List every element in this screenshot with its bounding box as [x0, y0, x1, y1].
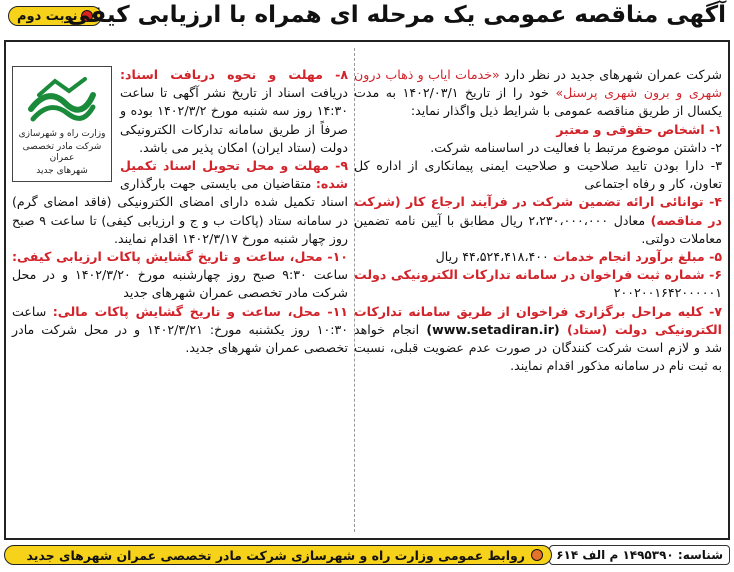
item-10-body: ساعت ۹:۳۰ صبح روز چهارشنبه مورخ ۱۴۰۲/۳/۲۰ و در محل شرکت مادر تخصصی عمران شهرهای جدید	[12, 267, 348, 301]
item-10	[12, 248, 348, 303]
item-11-body: ساعت ۱۰:۳۰ روز یکشنبه مورخ: ۱۴۰۲/۳/۲۱ و در محل شرکت مادر تخصصی عمران شهرهای جدید.	[12, 303, 349, 356]
content-frame	[4, 40, 730, 540]
item-11	[12, 303, 348, 358]
item-5-head: ۵- مبلغ برآورد انجام خدمات	[552, 249, 722, 265]
ministry-emblem-icon	[25, 73, 99, 127]
item-3-text: ۳- دارا بودن تایید صلاحیت و صلاحیت ایمنی پیمانکاری از اداره کل تعاون، کار و رفاه اجتماعی	[354, 158, 722, 192]
item-4-body: معادل ۲،۲۳۰،۰۰۰،۰۰۰ ریال مطابق با آیین نامه تضمین معاملات دولتی.	[354, 212, 722, 246]
ad-identifier	[549, 545, 730, 565]
item-11-head: ۱۱- محل، ساعت و تاریخ گشایش پاکات مالی:	[52, 303, 348, 319]
right-column	[354, 42, 722, 538]
publisher-bar	[4, 545, 552, 565]
item-10-head: ۱۰- محل، ساعت و تاریخ گشایش پاکات ارزیابی کیفی:	[12, 249, 348, 265]
setad-url-link[interactable]: (www.setadiran.ir)	[426, 321, 560, 337]
item-9-head: ۹- مهلت و محل تحویل اسناد تکمیل شده:	[120, 158, 348, 192]
item-2-text: ۲- داشتن موضوع مرتبط با فعالیت در اساسنامه شرکت.	[430, 139, 722, 155]
intro-rest: خود را از تاریخ ۱۴۰۲/۰۳/۱ به مدت یکسال از طریق مناقصه عمومی با شرایط ذیل واگذار نماید:	[354, 85, 722, 119]
item-3	[354, 157, 722, 193]
logo-line-3: شهرهای جدید	[36, 166, 88, 176]
item-8-head: ۸- مهلت و نحوه دریافت اسناد:	[120, 67, 348, 82]
orange-dot-icon	[531, 549, 543, 561]
item-5	[354, 248, 722, 266]
ad-identifier-text: شناسه: ۱۴۹۵۳۹۰ م الف ۶۱۴	[556, 548, 723, 562]
item-2	[354, 139, 722, 157]
item-8-body: دریافت اسناد از تاریخ نشر آگهی تا ساعت ۱۴:۳۰ روز سه شنبه مورخ ۱۴۰۲/۳/۲ بوده و صرفاً از طریق سامانه تدارکات الکترونیکی دولت (ستاد ایران) امکان پذیر می باشد.	[120, 85, 348, 155]
intro-paragraph	[354, 66, 722, 121]
item-6-body: ۲۰۰۲۰۰۱۶۴۲۰۰۰۰۰۱	[613, 285, 722, 301]
item-7-body: انجام خواهد شد و لازم است شرکت کنندگان در صورت عدم عضویت قبلی، نسبت به ثبت نام در سامانه مذکور اقدام نمایند.	[354, 321, 722, 374]
item-1: ۱- اشخاص حقوقی و معتبر	[556, 121, 722, 137]
service-name: «خدمات ایاب و ذهاب درون شهری و برون شهری پرسنل»	[354, 67, 722, 101]
intro-text: شرکت عمران شهرهای جدید در نظر دارد	[504, 67, 722, 82]
logo-line-1: وزارت راه و شهرسازی	[18, 129, 106, 139]
item-4	[354, 193, 722, 248]
logo-line-2: شرکت مادر تخصصی عمران	[22, 142, 102, 163]
footer	[4, 540, 730, 570]
item-6	[354, 266, 722, 302]
item-4-head: ۴- توانائی ارائه تضمین شرکت در فرآیند ارجاع کار (شرکت در مناقصه)	[354, 194, 722, 228]
left-column	[12, 42, 348, 538]
publisher-text: روابط عمومی وزارت راه و شهرسازی شرکت مادر تخصصی عمران شهرهای جدید	[26, 547, 525, 563]
item-7	[354, 303, 722, 376]
ministry-logo	[12, 66, 112, 182]
page-title: آگهی مناقصه عمومی یک مرحله ای همراه با ارزیابی کیفی	[67, 2, 726, 28]
round-badge-label: نوبت دوم	[17, 8, 78, 24]
header	[0, 0, 734, 38]
item-6-head: ۶- شماره ثبت فراخوان در سامانه تدارکات الکترونیکی دولت	[354, 267, 722, 283]
item-5-body: ۴۴،۵۲۴،۴۱۸،۴۰۰ ریال	[435, 249, 549, 265]
item-7-head: ۷- کلیه مراحل برگزاری فراخوان از طریق سامانه تدارکات الکترونیکی دولت (ستاد)	[354, 303, 722, 337]
item-9-body: متقاضیان می بایستی جهت بارگذاری اسناد تکمیل شده دارای امضای الکترونیکی (فاقد امضای گرم) در سامانه ستاد (پاکات ب و ج و ارزیابی کیفی) تا ساعت ۹ صبح روز چهار شنبه مورخ ۱۴۰۲/۳/۱۷ اقدام نمایند.	[12, 176, 348, 246]
